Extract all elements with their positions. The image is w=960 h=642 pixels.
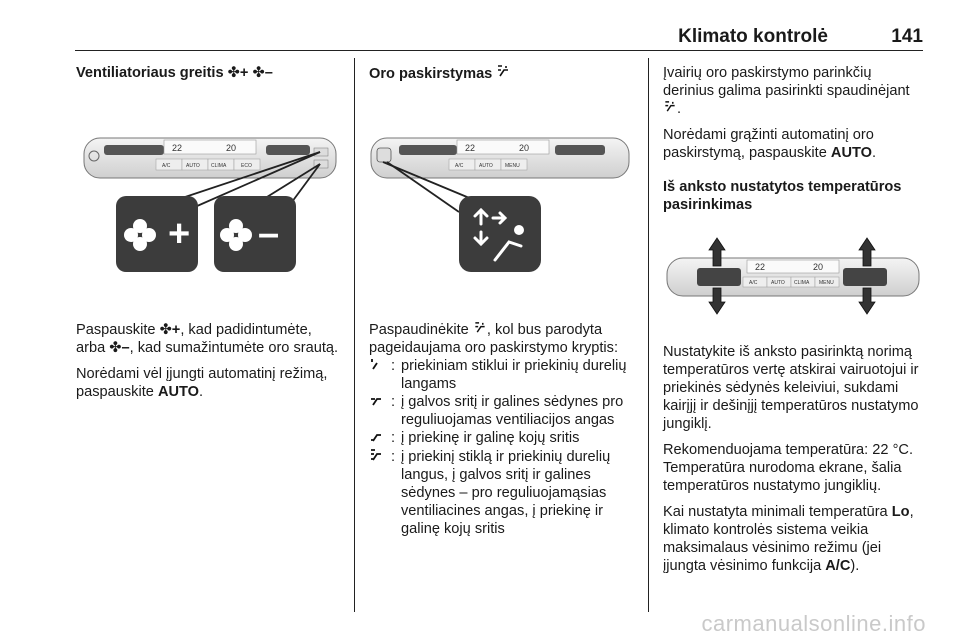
air-distribution-illustration — [369, 132, 637, 278]
svg-text:+: + — [168, 213, 191, 255]
distribution-list — [369, 357, 641, 538]
fan-speed-illustration — [76, 132, 344, 278]
svg-text:AUTO: AUTO — [186, 163, 200, 169]
paragraph: Kai nustatyta minimali temperatūra Lo, klimato kontrolės sistema veikia maksimalaus vėsinimo režimu (jei įjungta vėsinimo funkcija A/C). — [663, 504, 914, 574]
paragraph: Norėdami grąžinti automatinį oro paskirstymą, paspauskite AUTO. — [663, 127, 877, 161]
column-air-distribution — [369, 64, 641, 83]
list-item: : į galvos sritį ir galines sėdynes pro reguliuojamas ventiliacijos angas — [369, 393, 641, 429]
section-heading: Oro paskirstymas — [369, 64, 641, 83]
list-item: : į priekinį stiklą ir priekinių durelių langus, į galvos sritį ir galines sėdynes – pro reguliuojamąsias ventiliacines angas, į priekinę ir galinę kojų sritis — [369, 448, 641, 538]
footwell-icon — [369, 429, 383, 443]
air-distribution-text — [369, 321, 641, 538]
paragraph: Rekomenduojama temperatūra: 22 °C. Temperatūra nurodoma ekrane, šalia temperatūros nustatymo jungiklių. — [663, 442, 914, 494]
column-fan-speed — [76, 64, 344, 82]
svg-text:CLIMA: CLIMA — [211, 163, 227, 169]
fan-speed-text — [76, 321, 344, 401]
air-distribution-icon — [473, 321, 487, 334]
chapter-title: Klimato kontrolė — [678, 26, 828, 47]
column-temperature — [663, 64, 925, 214]
svg-text:22: 22 — [465, 143, 476, 153]
section-heading: Iš anksto nustatytos temperatūros pasirinkimas — [663, 179, 902, 213]
svg-text:AUTO: AUTO — [479, 163, 493, 169]
windscreen-icon — [369, 357, 381, 371]
section-heading: Ventiliatoriaus greitis ✤+ ✤– — [76, 65, 273, 81]
air-distribution-icon — [496, 64, 510, 78]
svg-text:22: 22 — [755, 262, 766, 272]
fan-speed-icons: ✤+ ✤– — [227, 65, 273, 81]
left-temperature-knob — [697, 268, 741, 286]
svg-text:20: 20 — [813, 262, 824, 272]
paragraph: Paspaudinėkite , kol bus parodyta pageidaujama oro paskirstymo kryptis: — [369, 322, 619, 356]
svg-text:A/C: A/C — [455, 163, 464, 169]
svg-text:A/C: A/C — [749, 280, 758, 286]
paragraph: Paspauskite ✤+, kad padidintumėte, arba ✤–, kad sumažintumėte oro srautą. — [76, 322, 339, 356]
page-header — [75, 26, 923, 51]
list-item: : priekiniam stiklui ir priekinių durelių langams — [369, 357, 641, 393]
paragraph: Norėdami vėl įjungti automatinį režimą, paspauskite AUTO. — [76, 366, 328, 400]
column-divider — [354, 58, 355, 612]
head-level-icon — [369, 393, 383, 407]
air-distribution-icon — [663, 100, 677, 113]
svg-text:CLIMA: CLIMA — [794, 280, 810, 286]
svg-text:MENU: MENU — [819, 280, 834, 286]
air-distribution-callout — [459, 196, 541, 272]
watermark: carmanualsonline.info — [701, 611, 926, 636]
all-directions-icon — [369, 448, 383, 462]
svg-text:ECO: ECO — [241, 163, 252, 169]
paragraph: Įvairių oro paskirstymo parinkčių derinius galima pasirinkti spaudinėjant . — [663, 65, 910, 117]
right-temperature-knob — [843, 268, 887, 286]
svg-text:AUTO: AUTO — [771, 280, 785, 286]
svg-text:A/C: A/C — [162, 163, 171, 169]
svg-text:20: 20 — [519, 143, 530, 153]
svg-text:–: – — [258, 213, 280, 255]
svg-text:MENU: MENU — [505, 163, 520, 169]
column-divider — [648, 58, 649, 612]
temperature-illustration — [663, 236, 925, 316]
page-number: 141 — [891, 26, 923, 47]
paragraph: Nustatykite iš anksto pasirinktą norimą temperatūros vertę atskirai vairuotojui ir priekinės sėdynės keleiviui, sukdami kairįjį ir dešinįjį temperatūros nustatymo jungiklį. — [663, 344, 919, 432]
svg-text:22: 22 — [172, 143, 183, 153]
list-item: : į priekinę ir galinę kojų sritis — [369, 429, 641, 448]
temperature-text — [663, 343, 925, 575]
svg-text:20: 20 — [226, 143, 237, 153]
